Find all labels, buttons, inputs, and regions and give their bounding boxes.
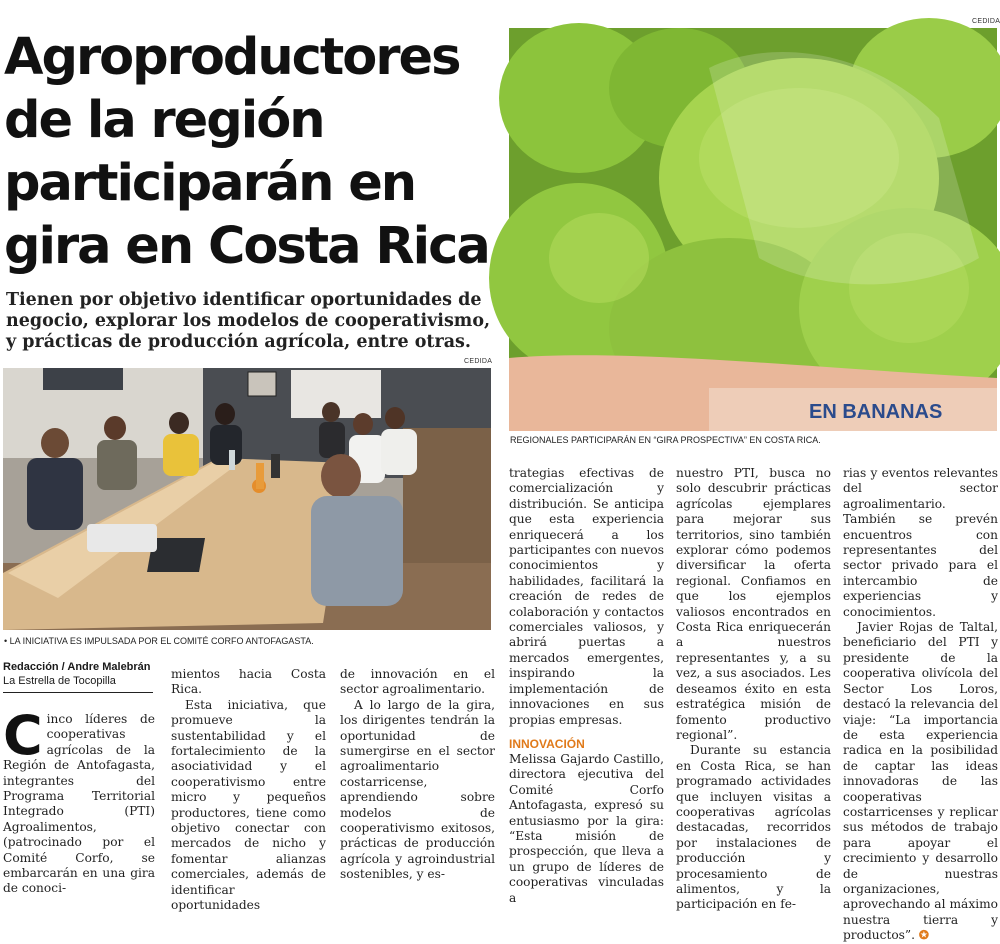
section-heading: INNOVACIÓN (509, 736, 585, 751)
lettuce-photo (509, 28, 997, 431)
dropcap: C (3, 704, 43, 767)
headline: Agroproductores de la región participarán en gira en Costa Rica (4, 28, 489, 276)
article-column-1 (3, 704, 155, 897)
byline-outlet: La Estrella de Tocopilla (3, 675, 116, 687)
article-paragraph: rias y eventos relevantes del sector agroalimentario. También se prevén encuentros con representantes del sector privado para el intercambio de experiencias y conocimientos. (843, 466, 998, 619)
photo-credit-lettuce: CEDIDA (972, 18, 1000, 25)
byline-author: Redacción / Andre Malebrán (3, 661, 151, 673)
article-paragraph: nuestro PTI, busca no solo descubrir prácticas agrícolas ejemplares para mejorar sus territorios, sino también explorar cómo podemos diversificar la oferta regional. Confiamos en que los ejemplos valiosos encontrados en Costa Rica enriquecerán a nuestros representantes y, a su vez, a sus asociados. Les deseamos éxito en esta estratégica misión de fomento productivo regional”. (676, 466, 831, 742)
meeting-photo (3, 368, 491, 630)
article-column-4 (509, 466, 664, 906)
article-paragraph: inco líderes de cooperativas agrícolas de la Región de Antofagasta, integrantes del Programa Territorial Integrado (PTI) Agroalimentos, (patrocinado por el Comité Corfo, se embarcarán en una gira de conoci- (3, 712, 155, 896)
lettuce-caption: REGIONALES PARTICIPARÁN EN “GIRA PROSPECTIVA” EN COSTA RICA. (510, 435, 821, 445)
article-column-2 (171, 667, 326, 914)
article-paragraph: Melissa Gajardo Castillo, directora ejecutiva del Comité Corfo Antofagasta, expresó su entusiasmo por la gira: “Esta misión de prospección, que lleva a un grupo de líderes de cooperativas vinculadas a (509, 751, 664, 905)
article-paragraph: mientos hacia Costa Rica. (171, 667, 326, 697)
article-column-3 (340, 667, 495, 883)
photo-credit-meeting: CEDIDA (464, 358, 493, 365)
article-paragraph: de innovación en el sector agroalimentario. (340, 667, 495, 697)
box-print-text: EN BANANAS (809, 401, 943, 423)
article-paragraph: Javier Rojas de Taltal, beneficiario del PTI y presidente de la cooperativa olivícola del Sector Los Loros, destacó la relevancia del viaje: “La importancia de esta experiencia radica en la posibilidad de captar las ideas innovadoras de las cooperativas costarricenses y replicar sus métodos de trabajo para apoyar el crecimiento y desarrollo de nuestras organizaciones, aprovechando al máximo nuestra tierra y productos”. (843, 620, 998, 943)
article-paragraph: A lo largo de la gira, los dirigentes tendrán la oportunidad de sumergirse en el sector agroalimentario costarricense, aprendiendo sobre modelos de cooperativismo exitosos, prácticas de producción agrícola y agroindustrial sostenibles, y es- (340, 697, 495, 882)
article-column-5 (676, 466, 831, 913)
byline-divider (3, 692, 153, 693)
meeting-caption: • LA INICIATIVA ES IMPULSADA POR EL COMITÉ CORFO ANTOFAGASTA. (4, 636, 314, 646)
end-mark-icon: ✪ (918, 928, 930, 943)
article-paragraph: Esta iniciativa, que promueve la sustentabilidad y el fortalecimiento de la asociatividad y el cooperativismo entre micro y pequeños productores, tiene como objetivo conectar con mercados de nicho y fomentar alianzas comerciales, además de identificar oportunidades (171, 697, 326, 913)
article-column-6 (843, 466, 998, 944)
article-paragraph: Durante su estancia en Costa Rica, se han programado actividades que incluyen visitas a cooperativas agrícolas destacadas, recorridos por instalaciones de producción y procesamiento de alimentos, y la participación en fe- (676, 743, 831, 912)
byline (3, 660, 151, 688)
article-paragraph: trategias efectivas de comercialización y distribución. Se anticipa que esta experiencia enriquecerá a los participantes con nuevos conocimientos y habilidades, facilitará la creación de redes de colaboración y contactos comerciales valiosos, y abrirá puertas a mercados emergentes, inspirando la implementación de innovaciones en sus propias empresas. (509, 466, 664, 727)
subheadline: Tienen por objetivo identificar oportunidades de negocio, explorar los modelos de cooperativismo, y prácticas de producción agrícola, entre otras. (6, 290, 491, 352)
